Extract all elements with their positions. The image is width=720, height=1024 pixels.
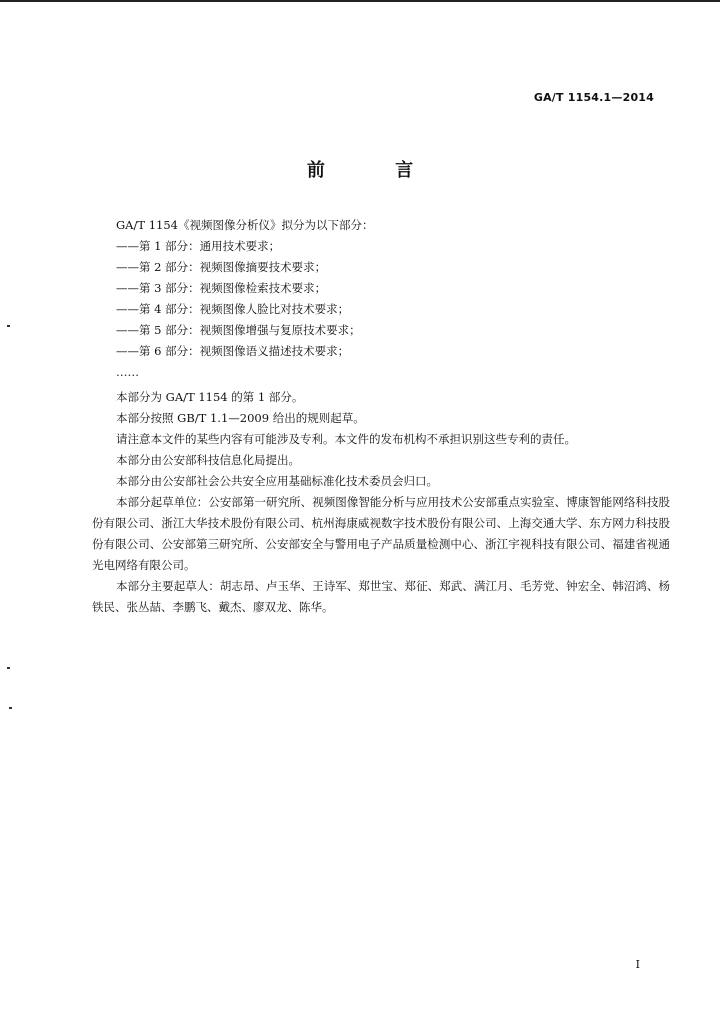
statement: 本部分为 GA/T 1154 的第 1 部分。 [116, 390, 304, 404]
statement: 本部分由公安部科技信息化局提出。 [116, 453, 300, 467]
page-title: 前 言 [306, 160, 446, 181]
ellipsis: …… [116, 365, 139, 379]
page-number: I [635, 958, 640, 971]
standard-number: GA/T 1154.1—2014 [533, 91, 654, 104]
part-item: ——第 2 部分：视频图像摘要技术要求； [116, 260, 327, 274]
scan-artifact [9, 707, 12, 709]
part-item: ——第 6 部分：视频图像语义描述技术要求； [116, 344, 350, 358]
drafters-paragraph: 本部分主要起草人：胡志昂、卢玉华、王诗军、郑世宝、郑征、郑武、满江月、毛芳党、钟宏全、韩沼鸿、杨铁民、张丛喆、李鹏飞、戴杰、廖双龙、陈华。 [92, 579, 670, 614]
part-item: ——第 3 部分：视频图像检索技术要求； [116, 281, 327, 295]
scan-artifact [7, 325, 10, 327]
drafting-units-paragraph: 本部分起草单位：公安部第一研究所、视频图像智能分析与应用技术公安部重点实验室、博康智能网络科技股份有限公司、浙江大华技术股份有限公司、杭州海康威视数字技术股份有限公司、上海交通大学、东方网力科技股份有限公司、公安部第三研究所、公安部安全与警用电子产品质量检测中心、浙江宇视科技有限公司、福建省视通光电网络有限公司。 [92, 495, 670, 572]
statements [92, 387, 670, 618]
statement: 请注意本文件的某些内容有可能涉及专利。本文件的发布机构不承担识别这些专利的责任。 [116, 432, 576, 446]
statement: 本部分按照 GB/T 1.1—2009 给出的规则起草。 [116, 411, 365, 425]
part-item: ——第 5 部分：视频图像增强与复原技术要求； [116, 323, 361, 337]
part-item: ——第 1 部分：通用技术要求； [116, 239, 281, 253]
top-border-line [0, 0, 720, 2]
intro-line: GA/T 1154《视频图像分析仪》拟分为以下部分： [116, 218, 374, 232]
scan-artifact [7, 667, 10, 669]
statement: 本部分由公安部社会公共安全应用基础标准化技术委员会归口。 [116, 474, 438, 488]
part-item: ——第 4 部分：视频图像人脸比对技术要求； [116, 302, 350, 316]
foreword-body [92, 215, 670, 618]
